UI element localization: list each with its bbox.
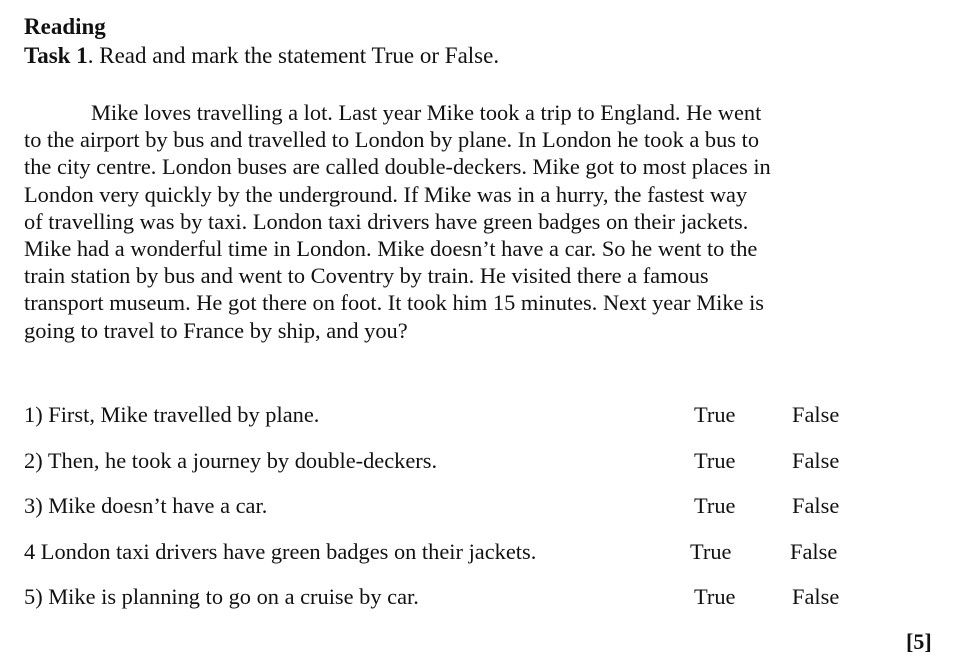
- statement-text: 3) Mike doesn’t have a car.: [24, 493, 268, 518]
- passage-line: Mike loves travelling a lot. Last year Mike took a trip to England. He went: [91, 100, 762, 125]
- statement-row-4: [24, 537, 924, 567]
- passage-line: train station by bus and went to Coventry by train. He visited there a famous: [24, 263, 709, 289]
- false-option[interactable]: False: [790, 539, 838, 564]
- passage-line: the city centre. London buses are called double-deckers. Mike got to most places in: [24, 154, 771, 180]
- task-instruction-text: . Read and mark the statement True or False.: [87, 43, 500, 68]
- false-option[interactable]: False: [792, 584, 840, 609]
- statement-text: 5) Mike is planning to go on a cruise by car.: [24, 584, 419, 609]
- passage-line: going to travel to France by ship, and you?: [24, 317, 408, 343]
- true-option[interactable]: True: [690, 539, 732, 564]
- statement-row-5: [24, 582, 924, 612]
- statement-row-3: [24, 491, 924, 521]
- true-option[interactable]: True: [694, 402, 736, 427]
- statement-row-1: [24, 400, 924, 430]
- passage-line: of travelling was by taxi. London taxi drivers have green badges on their jackets.: [24, 208, 749, 234]
- passage-line: Mike had a wonderful time in London. Mike doesn’t have a car. So he went to the: [24, 235, 758, 261]
- true-option[interactable]: True: [694, 584, 736, 609]
- task-instruction: [24, 42, 499, 70]
- statement-row-2: [24, 446, 924, 476]
- statement-text: 1) First, Mike travelled by plane.: [24, 402, 320, 427]
- passage-line: London very quickly by the underground. If Mike was in a hurry, the fastest way: [24, 181, 748, 207]
- false-option[interactable]: False: [792, 402, 840, 427]
- section-title: Reading: [24, 14, 106, 39]
- total-marks: [5]: [906, 629, 932, 654]
- false-option[interactable]: False: [792, 448, 840, 473]
- statement-text: 2) Then, he took a journey by double-deckers.: [24, 448, 438, 473]
- true-option[interactable]: True: [694, 493, 736, 518]
- task-label: Task 1: [24, 43, 88, 68]
- false-option[interactable]: False: [792, 493, 840, 518]
- reading-passage: [24, 99, 944, 344]
- statement-text: 4 London taxi drivers have green badges on their jackets.: [24, 539, 537, 564]
- passage-line: to the airport by bus and travelled to London by plane. In London he took a bus to: [24, 127, 760, 153]
- true-option[interactable]: True: [694, 448, 736, 473]
- passage-line: transport museum. He got there on foot. It took him 15 minutes. Next year Mike is: [24, 290, 765, 316]
